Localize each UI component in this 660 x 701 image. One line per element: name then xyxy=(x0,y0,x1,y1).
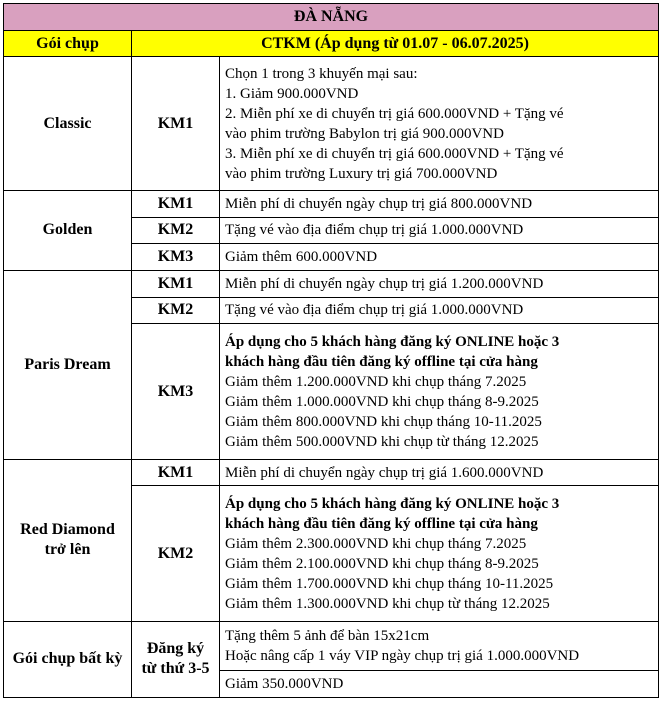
desc-bold-line: Áp dụng cho 5 khách hàng đăng ký ONLINE hoặc 3 xyxy=(225,495,560,512)
desc-line: Giảm thêm 2.100.000VND khi chụp tháng 8-9.2025 xyxy=(225,555,539,572)
title-row xyxy=(4,4,659,31)
desc-line: Hoặc nâng cấp 1 váy VIP ngày chụp trị giá 1.000.000VND xyxy=(225,648,580,665)
golden-km2-label: KM2 xyxy=(132,217,220,244)
header-promo: CTKM (Áp dụng từ 01.07 - 06.07.2025) xyxy=(132,30,659,57)
package-any: Gói chụp bất kỳ xyxy=(4,621,132,697)
paris-km2-label: KM2 xyxy=(132,297,220,324)
desc-line: 2. Miễn phí xe di chuyển trị giá 600.000VND + Tặng vé xyxy=(225,105,564,122)
package-name-line: Red Diamond xyxy=(20,521,115,539)
desc-line: vào phim trường Luxury trị giá 700.000VND xyxy=(225,165,498,182)
desc-bold-line: khách hàng đầu tiên đăng ký offline tại cửa hàng xyxy=(225,353,538,370)
desc-line: Giảm thêm 1.200.000VND khi chụp tháng 7.2025 xyxy=(225,373,527,390)
table-title: ĐÀ NẴNG xyxy=(4,4,659,31)
any-desc xyxy=(220,621,659,670)
classic-km1-label: KM1 xyxy=(132,57,220,190)
red-km2-desc xyxy=(220,486,659,622)
desc-line: Giảm thêm 1.700.000VND khi chụp tháng 10-11.2025 xyxy=(225,575,554,592)
package-paris-dream: Paris Dream xyxy=(4,270,132,459)
table-row xyxy=(4,459,659,486)
desc-bold-line: Áp dụng cho 5 khách hàng đăng ký ONLINE hoặc 3 xyxy=(225,333,560,350)
golden-km1-desc: Miễn phí di chuyển ngày chụp trị giá 800.000VND xyxy=(220,190,659,217)
desc-line: Chọn 1 trong 3 khuyến mại sau: xyxy=(225,65,418,82)
table-row xyxy=(4,270,659,297)
golden-km1-label: KM1 xyxy=(132,190,220,217)
golden-km2-desc: Tặng vé vào địa điểm chụp trị giá 1.000.000VND xyxy=(220,217,659,244)
package-name-line: trở lên xyxy=(44,541,91,559)
desc-line: vào phim trường Babylon trị giá 900.000VND xyxy=(225,125,504,142)
any-extra-desc: Giảm 350.000VND xyxy=(220,671,659,698)
red-km1-desc: Miễn phí di chuyển ngày chụp trị giá 1.600.000VND xyxy=(220,459,659,486)
promo-table xyxy=(3,3,659,698)
desc-line: Giảm thêm 1.300.000VND khi chụp từ tháng 12.2025 xyxy=(225,595,550,612)
header-row xyxy=(4,30,659,57)
km-label-line: từ thứ 3-5 xyxy=(141,660,210,678)
paris-km1-label: KM1 xyxy=(132,270,220,297)
desc-bold-line: khách hàng đầu tiên đăng ký offline tại cửa hàng xyxy=(225,515,538,532)
desc-line: Giảm thêm 1.000.000VND khi chụp tháng 8-9.2025 xyxy=(225,393,539,410)
any-km-label xyxy=(132,621,220,697)
paris-km3-label: KM3 xyxy=(132,324,220,460)
header-package: Gói chụp xyxy=(4,30,132,57)
classic-km1-desc xyxy=(220,57,659,190)
red-km2-label: KM2 xyxy=(132,486,220,622)
km-label-line: Đăng ký xyxy=(146,640,205,658)
red-km1-label: KM1 xyxy=(132,459,220,486)
golden-km3-desc: Giảm thêm 600.000VND xyxy=(220,244,659,271)
table-row xyxy=(4,190,659,217)
desc-line: Giảm thêm 800.000VND khi chụp tháng 10-11.2025 xyxy=(225,413,542,430)
golden-km3-label: KM3 xyxy=(132,244,220,271)
package-classic: Classic xyxy=(4,57,132,190)
paris-km2-desc: Tặng vé vào địa điểm chụp trị giá 1.000.000VND xyxy=(220,297,659,324)
desc-line: 3. Miễn phí xe di chuyển trị giá 600.000VND + Tặng vé xyxy=(225,145,564,162)
desc-line: Tặng thêm 5 ảnh để bàn 15x21cm xyxy=(225,628,430,645)
paris-km1-desc: Miễn phí di chuyển ngày chụp trị giá 1.200.000VND xyxy=(220,270,659,297)
paris-km3-desc xyxy=(220,324,659,460)
desc-line: Giảm thêm 500.000VND khi chụp từ tháng 12.2025 xyxy=(225,433,539,450)
package-red-diamond xyxy=(4,459,132,621)
desc-line: Giảm thêm 2.300.000VND khi chụp tháng 7.2025 xyxy=(225,535,527,552)
table-row xyxy=(4,621,659,670)
package-golden: Golden xyxy=(4,190,132,270)
desc-line: 1. Giảm 900.000VND xyxy=(225,85,359,102)
table-row xyxy=(4,57,659,190)
